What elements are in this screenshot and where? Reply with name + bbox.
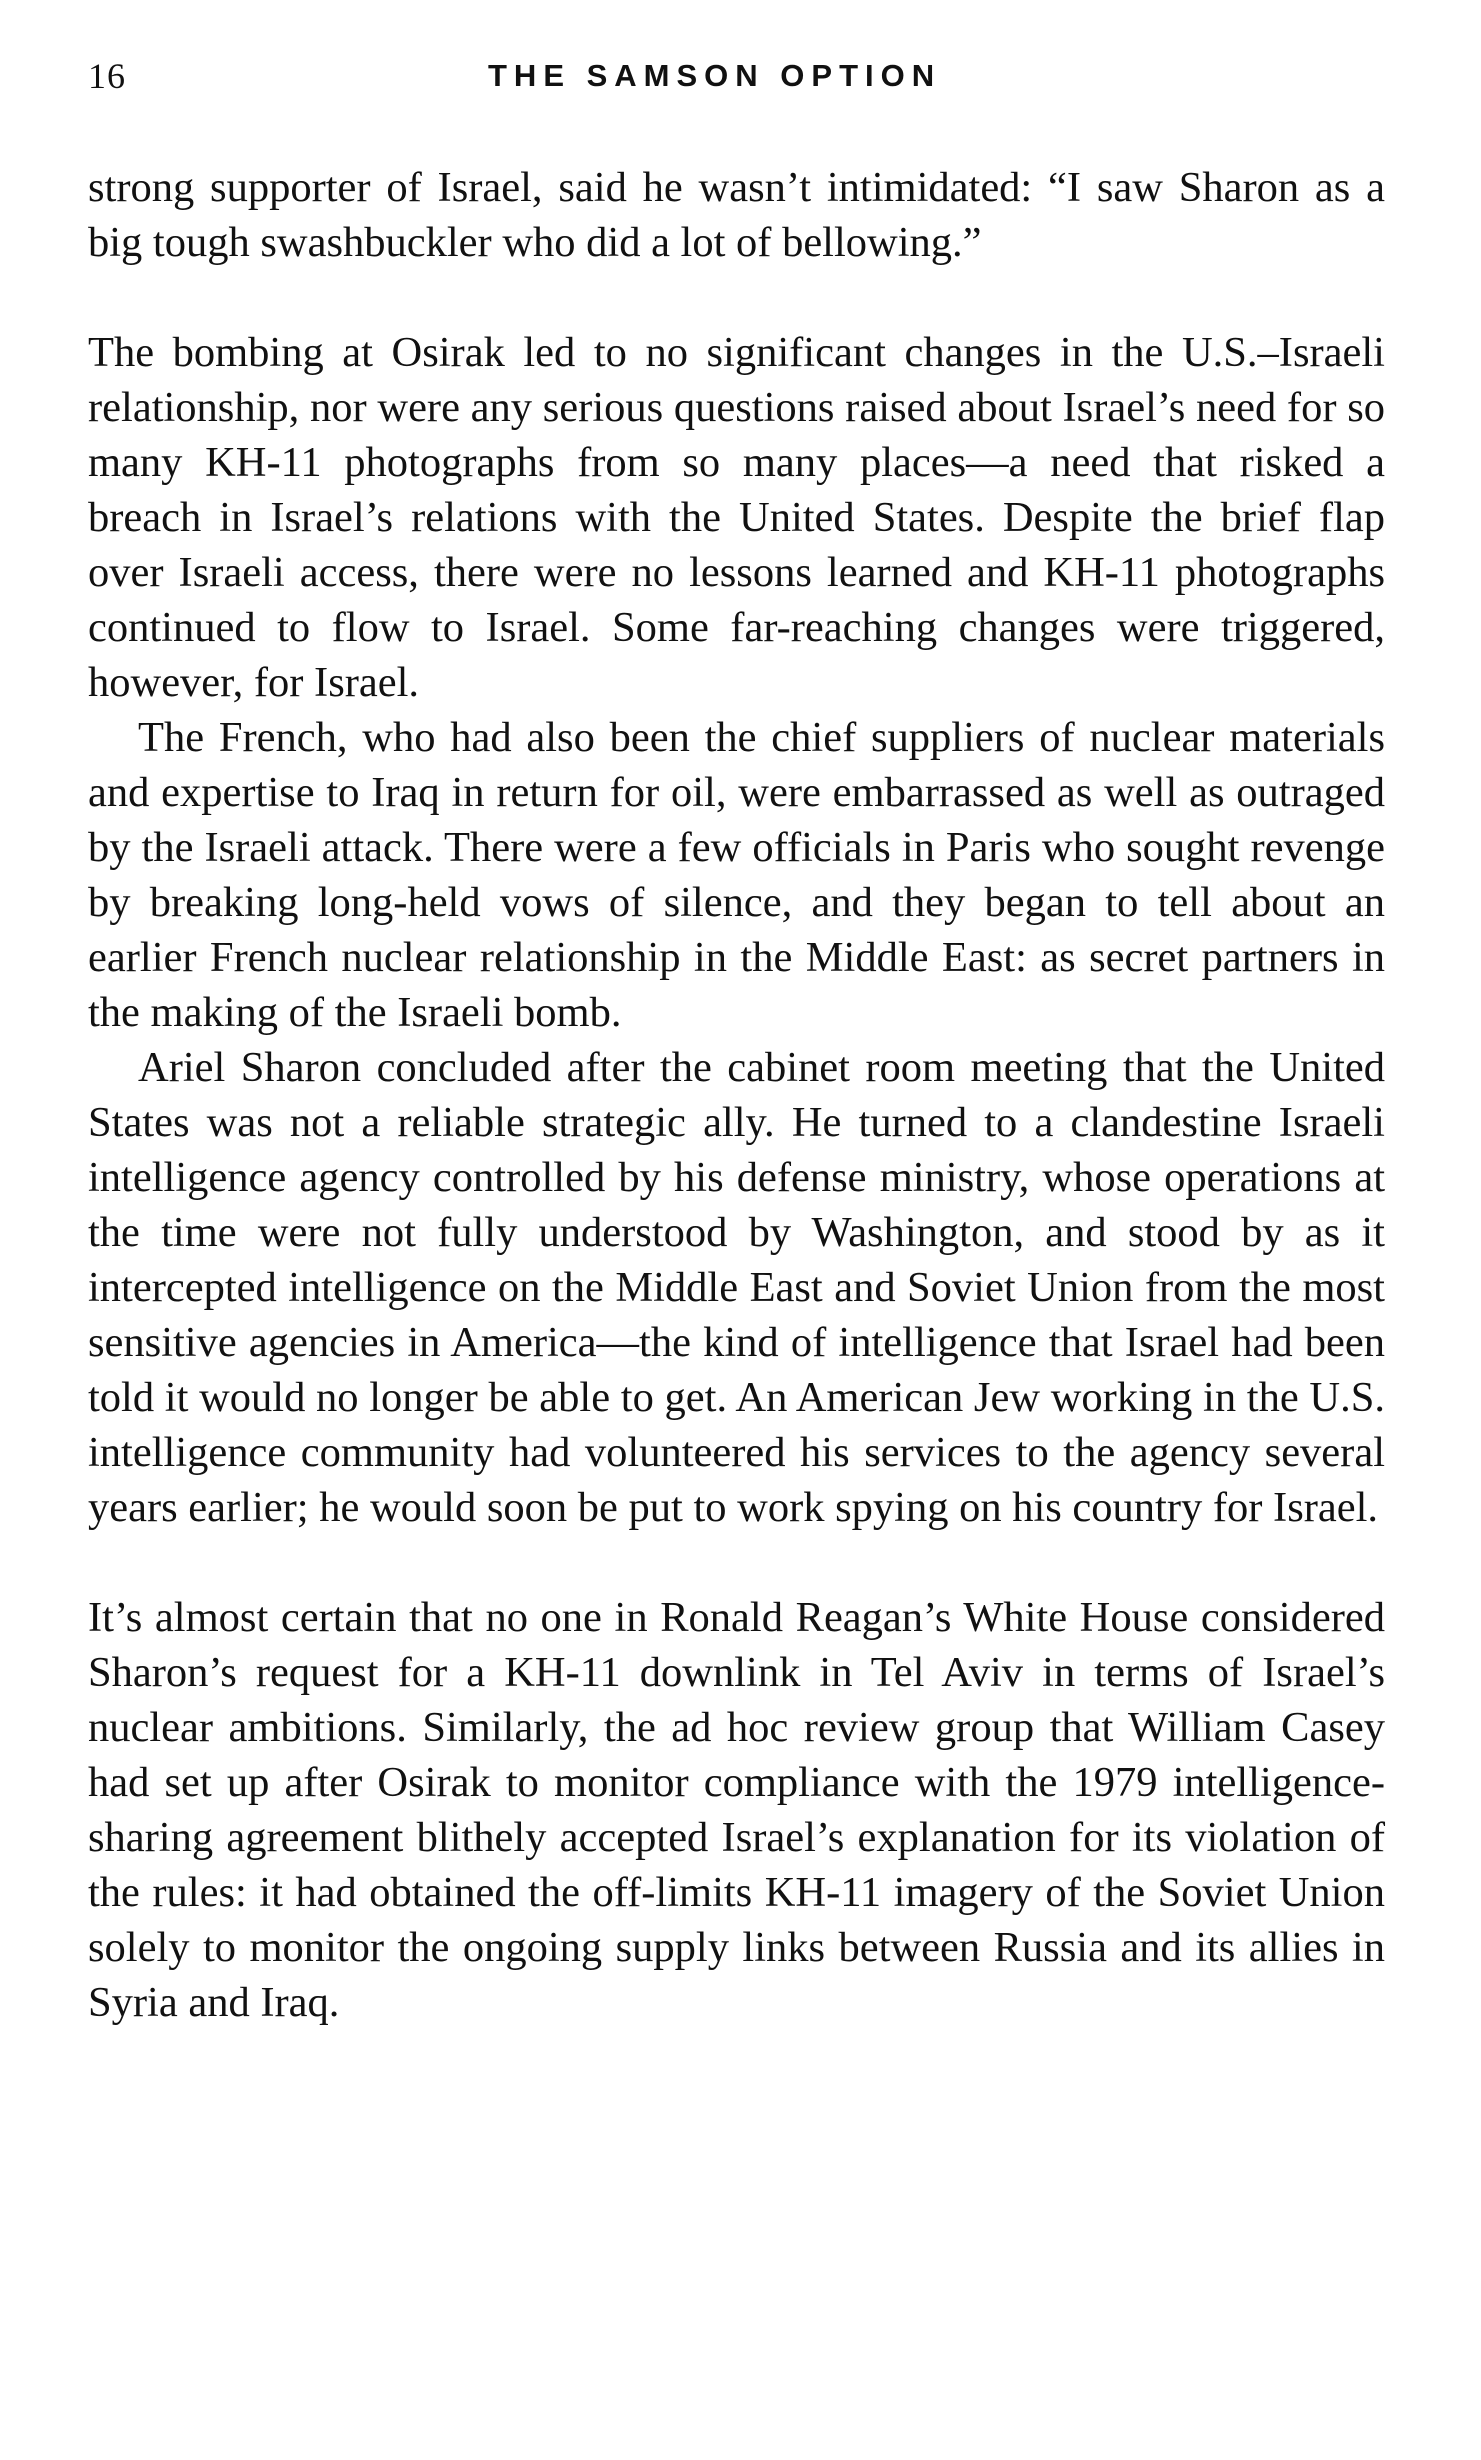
paragraph-reagan-white-house: It’s almost certain that no one in Ronald Reagan’s White House considered Sharon’s request for a KH-11 downlink in Tel Aviv in terms of Israel’s nuclear ambitions. Similarly, the ad hoc review group that William Casey had set up after Osirak to monitor compliance with the 1979 intelligence-sharing agreement blithely accepted Israel’s explanation for its violation of the rules: it had obtained the off-limits KH-11 imagery of the Soviet Union solely to monitor the ongoing supply links between Russia and its allies in Syria and Iraq.: [88, 1594, 1385, 2026]
paragraph-french-suppliers: The French, who had also been the chief suppliers of nuclear materials and expertise to Iraq in return for oil, were embarrassed as well as outraged by the Israeli attack. There were a few officials in Paris who sought revenge by breaking long-held vows of silence, and they began to tell about an earlier French nuclear relationship in the Middle East: as secret partners in the making of the Israeli bomb.: [88, 714, 1385, 1036]
paragraph-ariel-sharon: Ariel Sharon concluded after the cabinet room meeting that the United States was not a reliable strategic ally. He turned to a clandestine Israeli intelligence agency controlled by his defense ministry, whose operations at the time were not fully understood by Washington, and stood by as it intercepted intelligence on the Middle East and Soviet Union from the most sensitive agencies in America—the kind of intelligence that Israel had been told it would no longer be able to get. An American Jew working in the U.S. intelligence community had volunteered his services to the agency several years earlier; he would soon be put to work spying on his country for Israel.: [88, 1044, 1385, 1531]
running-head: [88, 52, 1388, 100]
running-title: THE SAMSON OPTION: [488, 58, 942, 93]
paragraph-osirak-bombing: The bombing at Osirak led to no significant changes in the U.S.–Israeli relationship, nor were any serious questions raised about Israel’s need for so many KH-11 photographs from so many places—a need that risked a breach in Israel’s relations with the United States. Despite the brief flap over Israeli access, there were no lessons learned and KH-11 photographs continued to flow to Israel. Some far-reaching changes were triggered, however, for Israel.: [88, 329, 1385, 706]
page-number: 16: [88, 56, 126, 96]
body-text: [88, 160, 1385, 2030]
paragraph-continued: strong supporter of Israel, said he wasn’t intimidated: “I saw Sharon as a big tough swashbuckler who did a lot of bellowing.”: [88, 164, 1385, 266]
